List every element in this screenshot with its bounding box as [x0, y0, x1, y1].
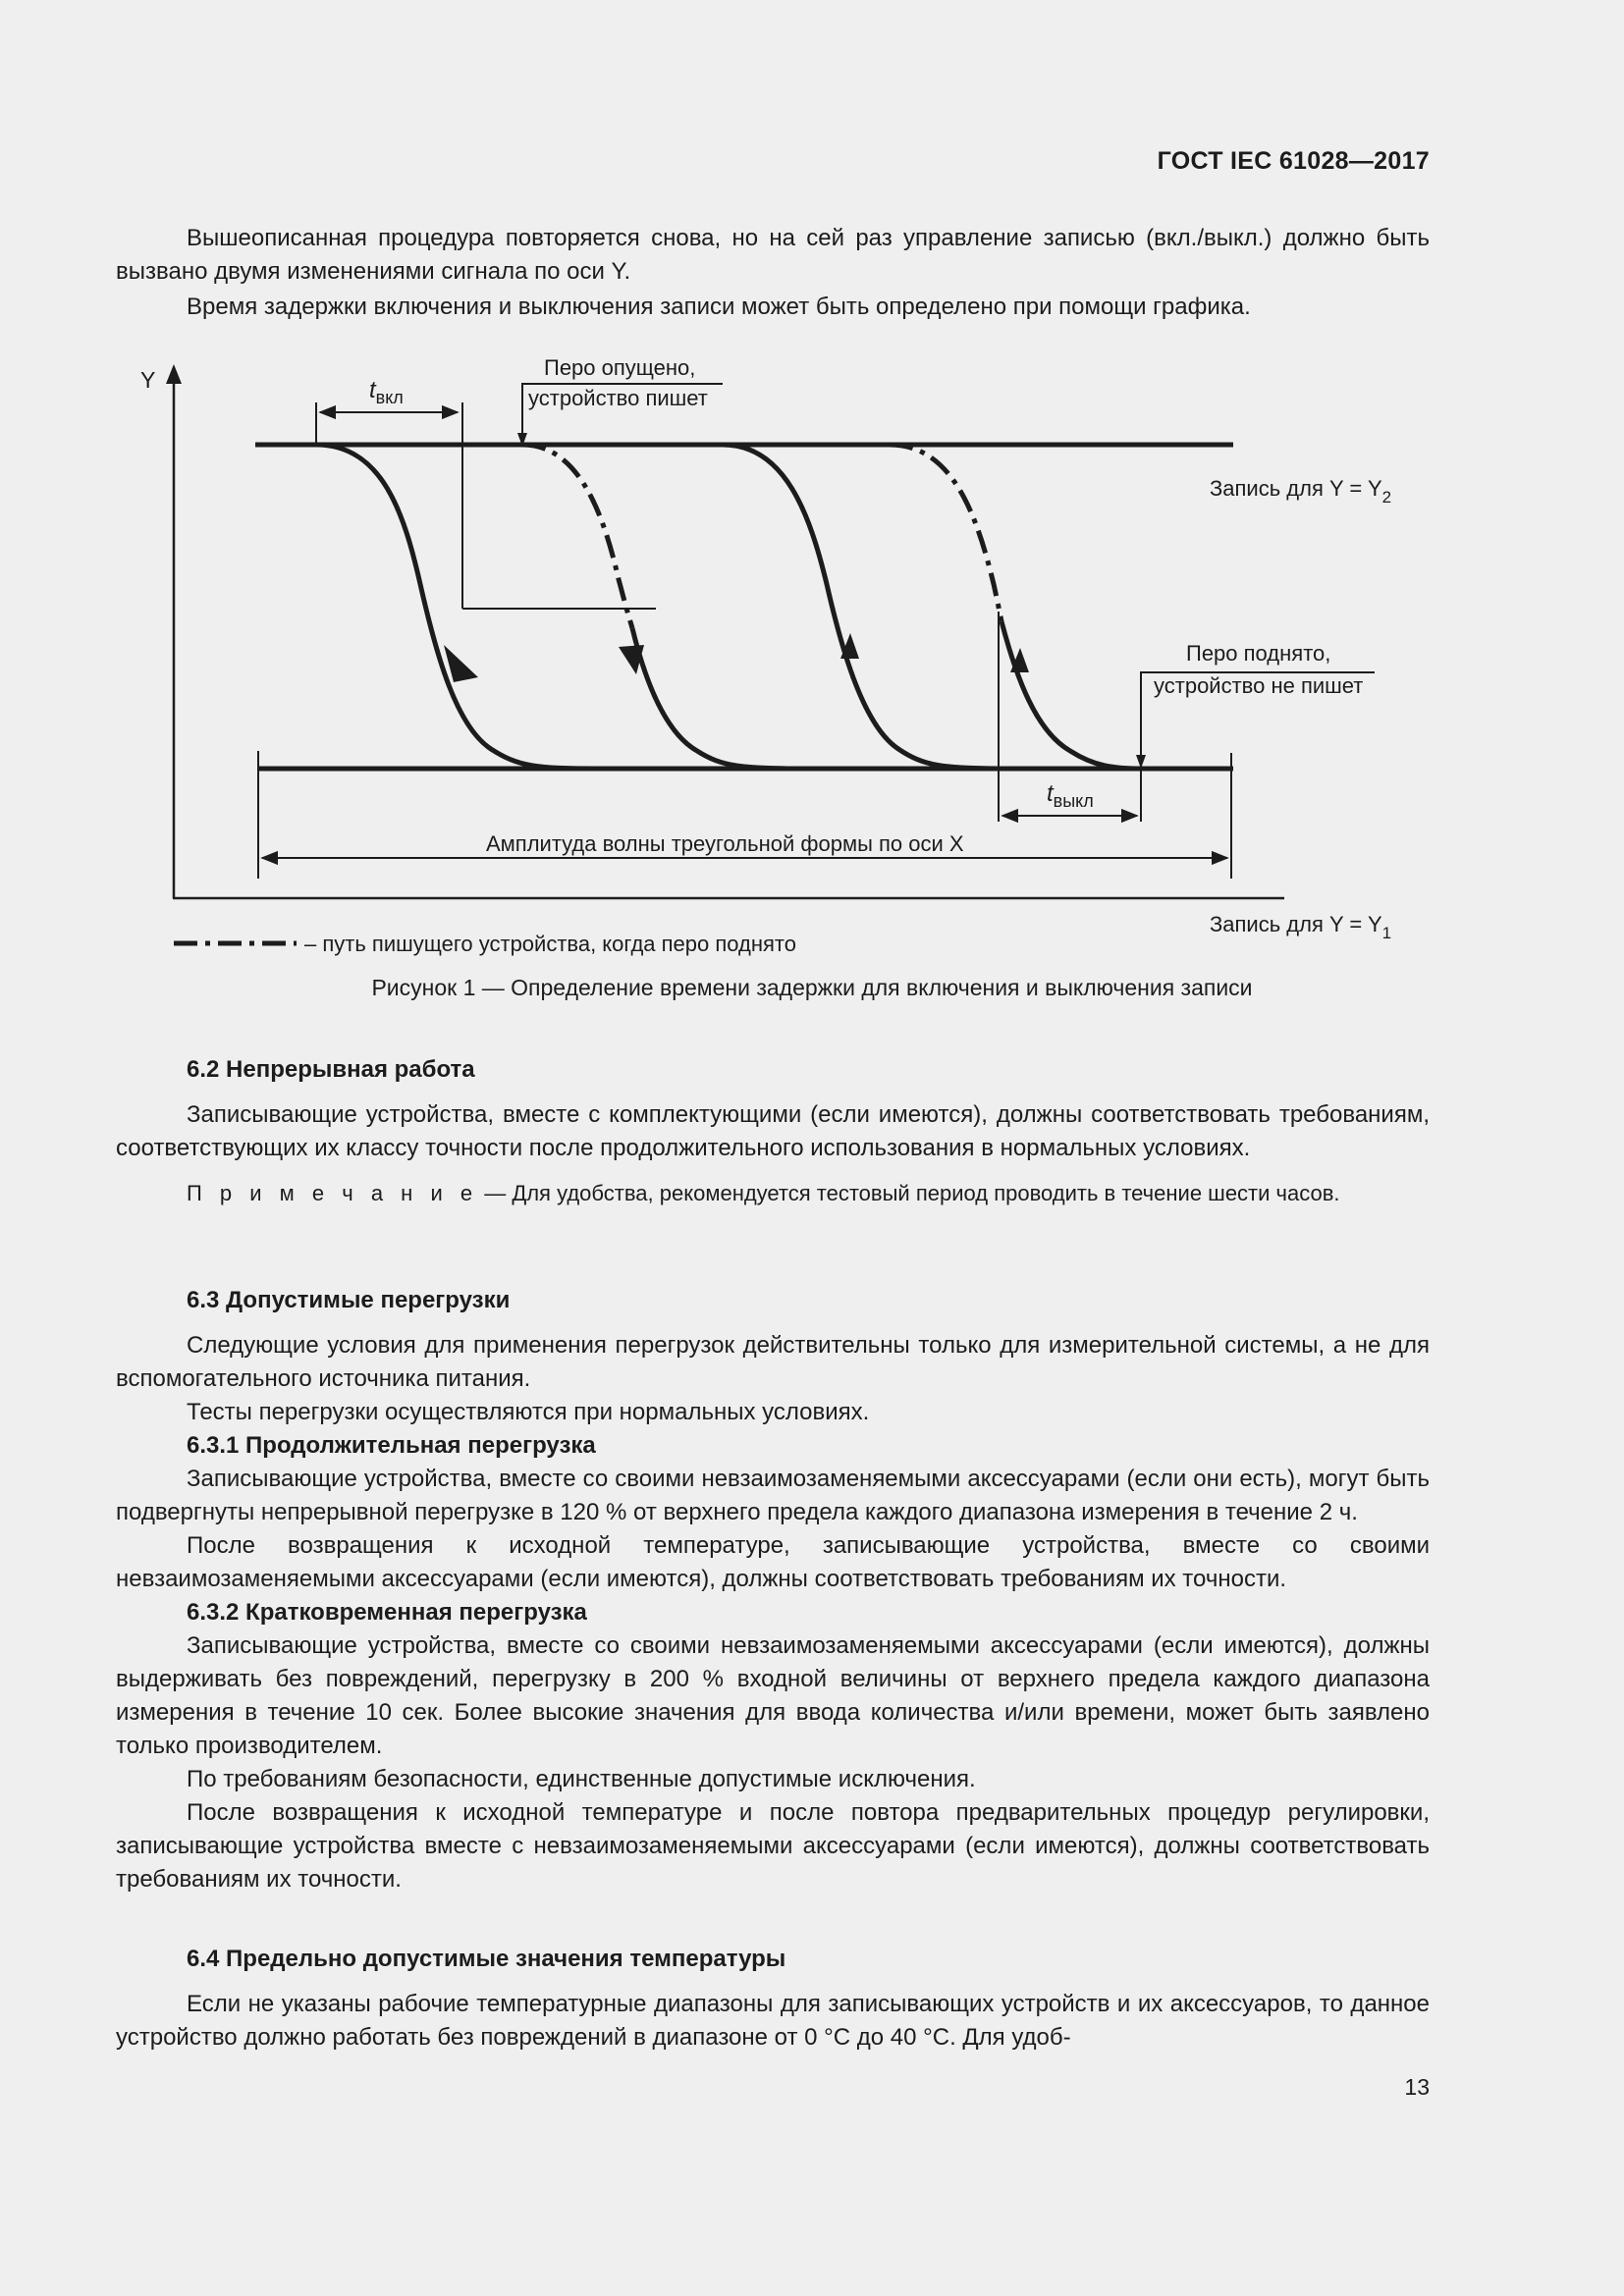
- pen-up-label-2: устройство не пишет: [1154, 673, 1364, 698]
- paragraph: После возвращения к исходной температуре, записывающие устройства, вместе со своими невзаимозаменяемыми аксессуарами (если имеются), должны соответствовать требованиям их точности.: [116, 1532, 1430, 1592]
- paragraph: Вышеописанная процедура повторяется снова, но на сей раз управление записью (вкл./выкл.) должно быть вызвано двумя изменениями сигнала по оси Y.: [116, 225, 1430, 285]
- y-axis-arrow-icon: [166, 364, 182, 384]
- section-6-2: [116, 1053, 1430, 1210]
- curve-solid-4: [1001, 621, 1141, 769]
- page-number: 13: [1404, 2074, 1430, 2100]
- paragraph: Тесты перегрузки осуществляются при нормальных условиях.: [187, 1399, 870, 1425]
- paragraph: Время задержки включения и выключения записи может быть определено при помощи графика.: [187, 294, 1251, 320]
- amplitude-label: Амплитуда волны треугольной формы по оси X: [486, 831, 964, 856]
- note: [116, 1177, 1430, 1210]
- paragraph: Записывающие устройства, вместе со своими невзаимозаменяемыми аксессуарами (если имеются), должны выдерживать без повреждений, перегрузку в 200 % входной величины от верхнего предела каждого диапазона измерения в течение 10 сек. Более высокие значения для ввода количества и/или времени, может быть заявлено только производителем.: [116, 1632, 1430, 1759]
- record-y2-label: Запись для $Y = Y_2$: [1210, 476, 1392, 507]
- record-y1-label: Запись для $Y = Y_1$: [1210, 912, 1392, 942]
- section-6-4: [116, 1943, 1430, 2055]
- section-6-3: [116, 1284, 1430, 1896]
- down-arrow-icon: [444, 645, 478, 682]
- paragraph: Если не указаны рабочие температурные диапазоны для записывающих устройств и их аксессуаров, то данное устройство должно работать без повреждений в диапазоне от 0 °C до 40 °C. Для удоб-: [116, 1991, 1430, 2051]
- standard-header: ГОСТ IEC 61028—2017: [1157, 147, 1430, 175]
- note-text: — Для удобства, рекомендуется тестовый период проводить в течение шести часов.: [478, 1181, 1340, 1205]
- y-axis-label: Y: [140, 367, 156, 393]
- figure-caption: Рисунок 1 — Определение времени задержки для включения и выключения записи: [371, 975, 1253, 1000]
- paragraph: Записывающие устройства, вместе с комплектующими (если имеются), должны соответствовать требованиям, соответствующих их классу точности после продолжительного использования в нормальных условиях.: [116, 1101, 1430, 1161]
- curve-dashdot-4: [890, 445, 1001, 621]
- delay-time-figure: [140, 348, 1404, 967]
- pen-down-label-1: Перо опущено,: [544, 355, 696, 380]
- section-heading: 6.4 Предельно допустимые значения температуры: [187, 1946, 786, 1972]
- curve-solid-down-2: [632, 628, 805, 769]
- pen-down-label-2: устройство пишет: [528, 386, 708, 410]
- t-on-label: $t_{вкл}$: [369, 377, 404, 407]
- section-heading: 6.2 Непрерывная работа: [187, 1056, 475, 1083]
- t-off-label: $t_{выкл}$: [1047, 780, 1094, 811]
- legend-label: – путь пишущего устройства, когда перо поднято: [304, 932, 796, 956]
- curve-solid-down-1: [316, 445, 599, 769]
- pen-up-label-1: Перо поднято,: [1186, 641, 1331, 666]
- paragraph: Следующие условия для применения перегрузок действительны только для измерительной системы, а не для вспомогательного источника питания.: [116, 1332, 1430, 1392]
- subsection-heading: 6.3.1 Продолжительная перегрузка: [187, 1432, 596, 1459]
- paragraph: По требованиям безопасности, единственные допустимые исключения.: [187, 1766, 976, 1792]
- paragraph: Записывающие устройства, вместе со своими невзаимозаменяемыми аксессуарами (если они есть), могут быть подвергнуты непрерывной перегрузке в 120 % от верхнего предела каждого диапазона измерения в течение 2 ч.: [116, 1466, 1430, 1525]
- note-label: П р и м е ч а н и е: [187, 1181, 479, 1205]
- curve-dashdot-down-2: [522, 445, 632, 628]
- section-heading: 6.3 Допустимые перегрузки: [187, 1287, 511, 1313]
- paragraph: После возвращения к исходной температуре и после повтора предварительных процедур регулировки, записывающие устройства вместе с невзаимозаменяемыми аксессуарами (если имеются), должны соответствовать требованиям их точности.: [116, 1799, 1430, 1893]
- subsection-heading: 6.3.2 Кратковременная перегрузка: [187, 1599, 587, 1626]
- intro-block: [116, 222, 1430, 324]
